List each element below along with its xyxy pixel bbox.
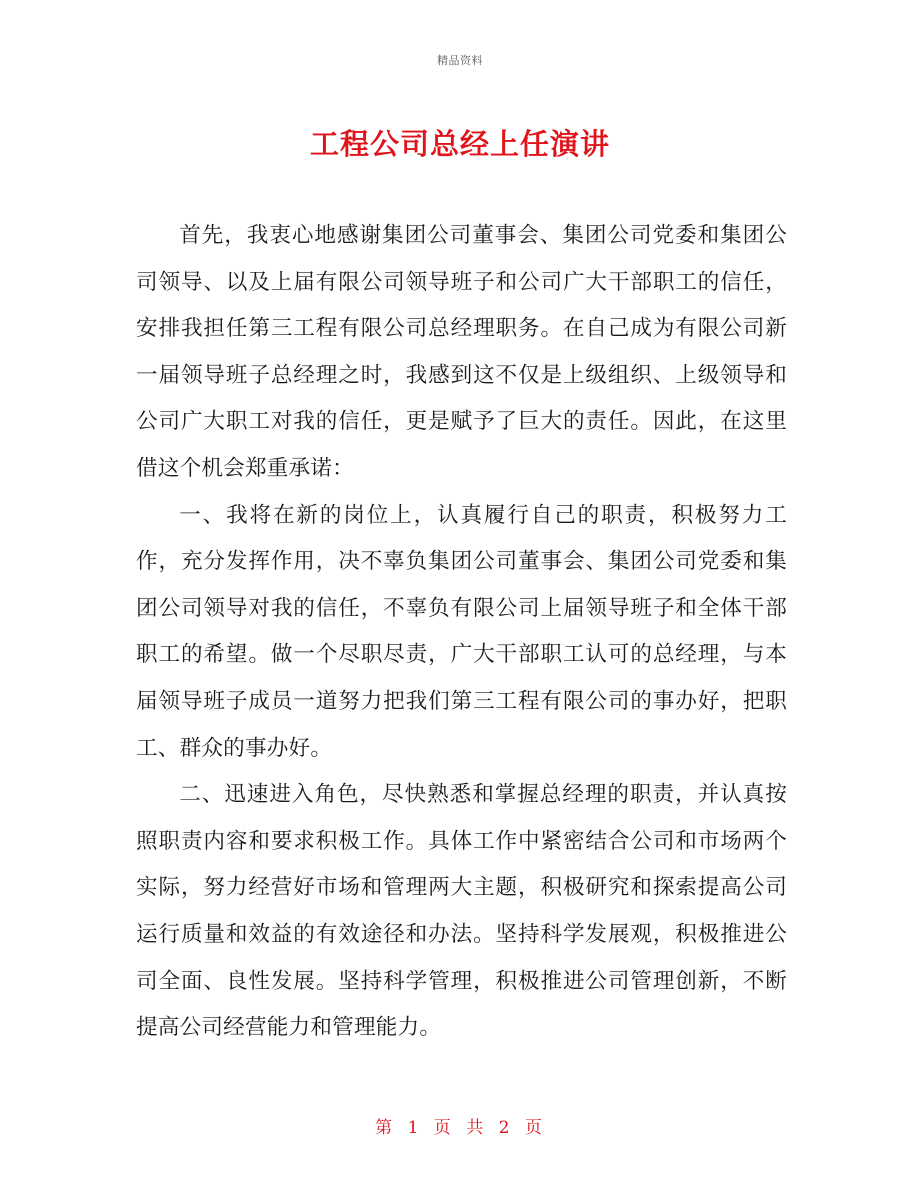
page-header: 精品资料: [437, 54, 483, 67]
paragraph-commitment-one: 一、我将在新的岗位上，认真履行自己的职责，积极努力工作，充分发挥作用，决不辜负集团公司董事会、集团公司党委和集团公司领导对我的信任，不辜负有限公司上届领导班子和全体干部职工的希望。做一个尽职尽责，广大干部职工认可的总经理，与本届领导班子成员一道努力把我们第三工程有限公司的事办好，把职工、群众的事办好。: [136, 502, 787, 761]
document-body: [136, 213, 787, 1052]
page-number-footer: 第 1 页 共 2 页: [375, 1118, 545, 1138]
paragraph-intro: 首先，我衷心地感谢集团公司董事会、集团公司党委和集团公司领导、以及上届有限公司领导班子和公司广大干部职工的信任，安排我担任第三工程有限公司总经理职务。在自己成为有限公司新一届领导班子总经理之时，我感到这不仅是上级组织、上级领导和公司广大职工对我的信任，更是赋予了巨大的责任。因此，在这里借这个机会郑重承诺：: [136, 223, 787, 481]
paragraph-commitment-two: 二、迅速进入角色，尽快熟悉和掌握总经理的职责，并认真按照职责内容和要求积极工作。具体工作中紧密结合公司和市场两个实际，努力经营好市场和管理两大主题，积极研究和探索提高公司运行质量和效益的有效途径和办法。坚持科学发展观，积极推进公司全面、良性发展。坚持科学管理，积极推进公司管理创新，不断提高公司经营能力和管理能力。: [136, 782, 787, 1041]
document-title: 工程公司总经上任演讲: [309, 127, 610, 161]
